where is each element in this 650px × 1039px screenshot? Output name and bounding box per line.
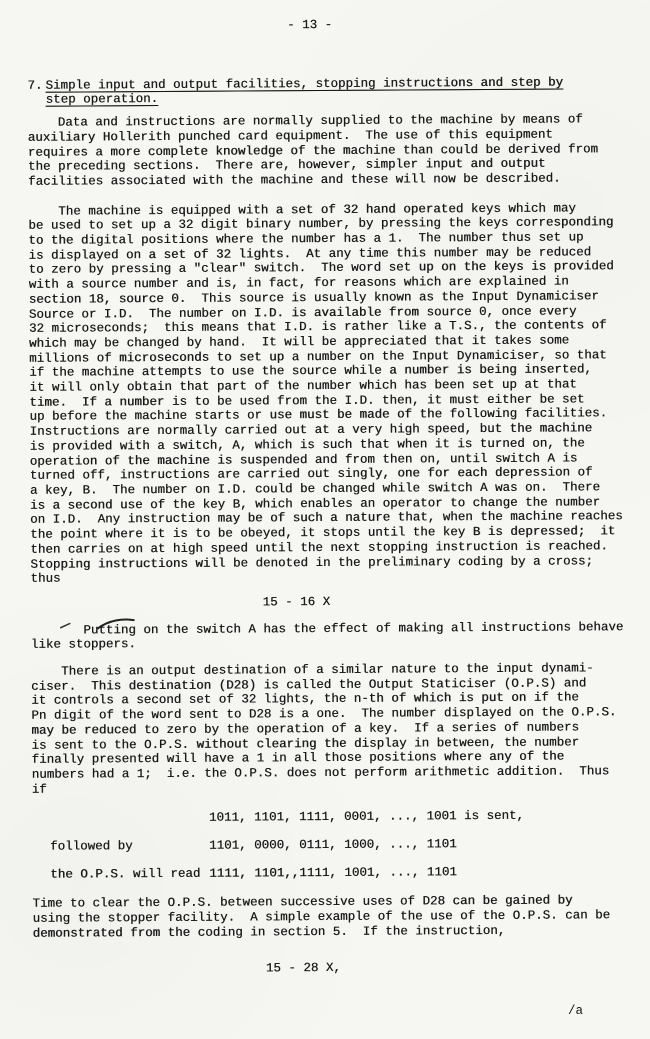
- page-number: - 13 -: [287, 17, 333, 33]
- section-heading: [27, 75, 633, 108]
- example-row-followed: [32, 829, 638, 861]
- section-title-line1: Simple input and output facilities, stopping instructions and step by: [45, 75, 564, 93]
- stopping-instruction-code-2: 15 - 28 X,: [265, 961, 341, 976]
- example-label-blank: [32, 818, 209, 819]
- example-label-followed: followed by: [50, 839, 133, 854]
- example-row-read: [32, 857, 638, 889]
- section-number: 7.: [27, 78, 43, 93]
- example-value-followed: 1101, 0000, 0111, 1000, ..., 1101: [209, 837, 457, 853]
- paragraph-keys-and-switches: The machine is equipped with a set of 32 hand operated keys which may be used to set up a 32 digit binary number, by pressing the keys corresponding to the digital positions where the number has a 1. The number thus set up is displayed on a set of 32 lights. At any time this number may be reduced to zero by pressing a "clear" switch. The word set up on the keys is provided with a source number and is, in fact, for reasons which are explained in section 18, source 0. This source is usually known as the Input Dynamiciser Source or I.D. The number on I.D. is available from source 0, once every 32 microseconds; this means that I.D. is rather like a T.S., the contents of which may be changed by hand. It will be appreciated that it takes some millions of microseconds to set up a number on the Input Dynamiciser, so that if the machine attempts to use the source while a number is being inserted, it will only obtain that part of the number which has been set up at that time. If a number is to be used from the I.D. then, it must either be set up before the machine starts or use must be made of the following facilities. Instructions are normally carried out at a very high speed, but the machine is provided with a switch, A, which is such that when it is turned on, the operation of the machine is suspended and from then on, until switch A is turned off, instructions are carried out singly, one for each depression of a key, B. The number on I.D. could be changed while switch A was on. There is a second use of the key B, which enables an operator to change the number on I.D. Any instruction may be of such a nature that, when the machine reaches the point where it is to be obeyed, it stops until the key B is depressed; it then carries on at high speed until the next stopping instruction is reached. Stopping instructions will be denoted in the preliminary coding by a cross; thus: [28, 201, 623, 587]
- paragraph-intro: Data and instructions are normally supplied to the machine by means of auxiliary Hollerith punched card equipment. The use of this equipment requires a more complete knowledge of the machine than could be derived from the preceding sections. There are, however, simpler input and output facilities associated with the machine and these will now be described.: [27, 112, 598, 189]
- paragraph-output-staticiser: There is an output destination of a similar nature to the input dynami- ciser. This destination (D28) is called the Output Staticiser (O.P.S) and it controls a second set of 32 lights, the n-th of which is put on if the Pn digit of the word sent to D28 is a one. The number displayed on the O.P.S. may be reduced to zero by the operation of a key. If a series of numbers is sent to the O.P.S. without clearing the display in between, the number finally presented will have a 1 in all those positions where any of the numbers had a 1; i.e. the O.P.S. does not perform arithmetic addition. Thus if: [31, 661, 617, 797]
- example-value-read: 1111, 1101,,1111, 1001, ..., 1101: [209, 865, 457, 881]
- example-label-read: the O.P.S. will read: [50, 866, 201, 882]
- section-title-line2: step operation.: [45, 92, 159, 108]
- example-row-sent: [32, 801, 638, 833]
- paragraph-time-to-clear: Time to clear the O.P.S. between successive uses of D28 can be gained by using the stopper facility. A simple example of the use of the O.P.S. can be demonstrated from the coding in section 5. If the instruction,: [32, 893, 611, 941]
- stopping-instruction-code-1: 15 - 16 X: [262, 594, 331, 610]
- footer-continuation-mark: /a: [568, 1004, 584, 1018]
- ops-example-block: [32, 801, 639, 889]
- section-title: [45, 75, 563, 108]
- example-value-sent: 1011, 1101, 1111, 0001, ..., 1001 is sent,: [208, 808, 525, 825]
- paragraph-switch-wrapper: [31, 620, 637, 653]
- paragraph-switch-stoppers: Putting on the switch A has the effect of making all instructions behave like stoppers.: [30, 619, 624, 653]
